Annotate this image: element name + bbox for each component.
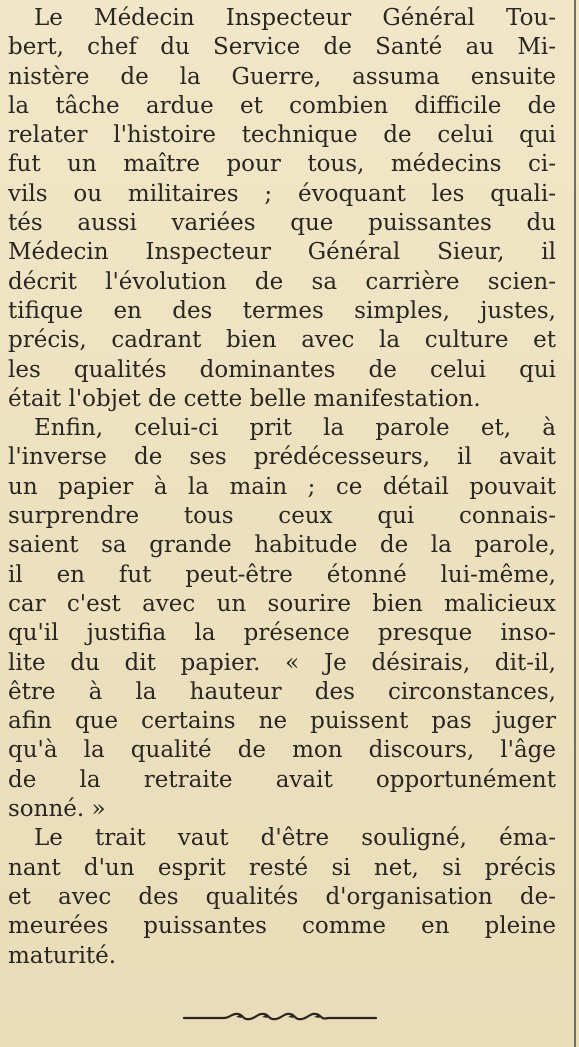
text-line: Médecin Inspecteur Général Sieur, il: [8, 239, 556, 266]
text-line: sonné. »: [8, 796, 106, 823]
section-end-ornament: [180, 1006, 380, 1026]
text-line: tifique en des termes simples, justes,: [8, 297, 556, 324]
text-line: vils ou militaires ; évoquant les quali-: [8, 180, 556, 207]
text-line: meurées puissantes comme en pleine: [8, 913, 556, 940]
paragraph-conclusion: [8, 824, 556, 970]
text-line: surprendre tous ceux qui connais-: [8, 503, 556, 530]
text-line: tés aussi variées que puissantes du: [8, 210, 556, 237]
text-line: Le Médecin Inspecteur Général Tou-: [34, 5, 556, 31]
text-line: bert, chef du Service de Santé au Mi-: [8, 34, 556, 61]
text-line: était l'objet de cette belle manifestation.: [8, 385, 481, 412]
text-line: la tâche ardue et combien difficile de: [8, 92, 556, 119]
text-line: de la retraite avait opportunément: [8, 766, 556, 793]
text-line: Enfin, celui-ci prit la parole et, à: [34, 415, 556, 442]
text-line: afin que certains ne puissent pas juger: [8, 708, 556, 735]
column-rule: [574, 0, 576, 1047]
text-line: nant d'un esprit resté si net, si précis: [8, 854, 556, 881]
text-line: un papier à la main ; ce détail pouvait: [8, 473, 556, 500]
text-line: maturité.: [8, 942, 117, 969]
text-line: qu'il justifia la présence presque inso-: [8, 620, 556, 647]
paragraph-sieur-speech: [8, 414, 556, 824]
text-line: lite du dit papier. « Je désirais, dit-il,: [8, 649, 556, 676]
text-line: décrit l'évolution de sa carrière scien-: [8, 268, 556, 295]
text-line: précis, cadrant bien avec la culture et: [8, 327, 556, 354]
text-line: car c'est avec un sourire bien malicieux: [8, 590, 556, 617]
text-line: il en fut peut-être étonné lui-même,: [8, 561, 556, 588]
text-line: l'inverse de ses prédécesseurs, il avait: [8, 444, 556, 471]
text-line: relater l'histoire technique de celui qui: [8, 122, 556, 149]
text-line: les qualités dominantes de celui qui: [8, 356, 556, 383]
paragraph-toubert: [8, 4, 556, 414]
text-line: et avec des qualités d'organisation de-: [8, 883, 556, 910]
text-line: être à la hauteur des circonstances,: [8, 678, 556, 705]
text-line: qu'à la qualité de mon discours, l'âge: [8, 737, 556, 764]
text-line: fut un maître pour tous, médecins ci-: [8, 151, 556, 178]
text-line: nistère de la Guerre, assuma ensuite: [8, 63, 556, 90]
text-line: Le trait vaut d'être souligné, éma-: [34, 825, 556, 852]
article-column: [8, 4, 556, 971]
text-line: saient sa grande habitude de la parole,: [8, 532, 556, 559]
